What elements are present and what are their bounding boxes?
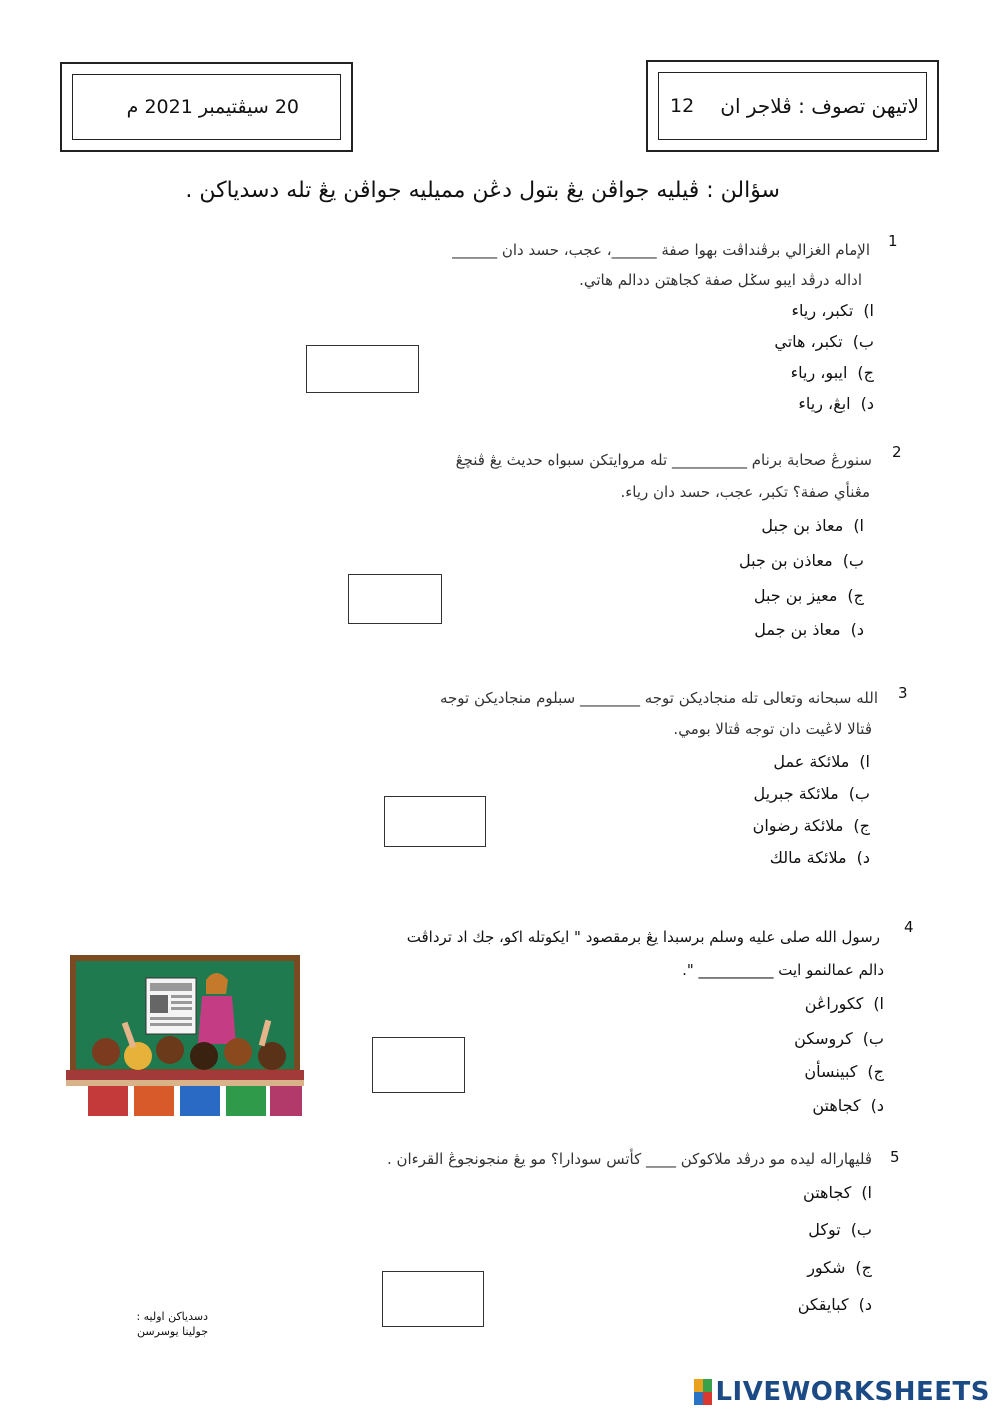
question-line: اداله درڤد ايبو سݢل صفة كجاهتن ددالم هاتي. <box>579 271 862 289</box>
option-b[interactable]: ب)توكل <box>808 1220 872 1239</box>
teacher-body <box>198 996 236 1044</box>
option-d[interactable]: د)ملائكة مالك <box>769 848 870 867</box>
credit-line: دسدياكن اوليه : <box>136 1310 208 1323</box>
question-number: 5 <box>890 1148 900 1166</box>
desk <box>66 1070 304 1080</box>
option-d[interactable]: د)كبايقكن <box>797 1295 872 1314</box>
question-line: سنورڠ صحابة برنام __________ تله مروايتكن سبواه حديث يڠ ڤنچڠ <box>455 451 872 469</box>
date-frame <box>60 62 353 152</box>
name-frame <box>646 60 939 152</box>
question-line: ڤليهاراله ليده مو درڤد ملاكوكن ____ كأتس سودارا؟ مو يڠ منجونجوڠ القرءان . <box>386 1150 872 1168</box>
option-d[interactable]: د)ابڠ، رياء <box>798 394 874 413</box>
option-d[interactable]: د)معاذ بن جمل <box>754 620 864 639</box>
question-number: 3 <box>898 684 908 702</box>
logo-badge-icon <box>694 1379 712 1405</box>
class-number: 12 <box>670 95 695 117</box>
question-line: الله سبحانه وتعالى تله منجاديكن توجه ________ سبلوم منجاديكن توجه <box>439 689 878 707</box>
question-line: دالم عمالنمو ايت __________ ". <box>682 961 884 979</box>
option-a[interactable]: ا)ككوراڠن <box>804 994 884 1013</box>
answer-box[interactable] <box>348 574 442 624</box>
date-text: 20 سيڤتيمبر 2021 م <box>126 96 299 118</box>
option-c[interactable]: ج)شكور <box>807 1258 872 1277</box>
name-label: لاتيهن تصوف : ڤلاجر ان <box>720 94 919 118</box>
option-a[interactable]: ا)تكبر، رياء <box>791 301 874 320</box>
logo-wordmark: LIVEWORKSHEETS <box>715 1377 990 1407</box>
question-line: ڤتالا لاڠيت دان توجه ڤتالا بومي. <box>673 720 872 738</box>
question-line: الإمام الغزالي برڤنداڤت بهوا صفة ______، عجب، حسد دان ______ <box>452 241 870 259</box>
option-c[interactable]: ج)ملائكة رضوان <box>752 816 870 835</box>
answer-box[interactable] <box>306 345 419 393</box>
option-b[interactable]: ب)تكبر، هاتي <box>774 332 874 351</box>
option-b[interactable]: ب)معاذن بن جبل <box>739 551 864 570</box>
question-number: 1 <box>888 232 898 250</box>
question-line: رسول الله صلى عليه وسلم برسبدا يڠ برمقصود " ايكوتله اكو، جك اد ترداڤت <box>406 928 880 946</box>
option-b[interactable]: ب)كروسكن <box>794 1029 884 1048</box>
credit-name: جولينا يوسرسن <box>137 1325 208 1338</box>
answer-box[interactable] <box>382 1271 484 1327</box>
instruction-title: سؤالن : ڤيليه جواڤن يڠ بتول دڠن مميليه جواڤن يڠ تله دسدياكن . <box>185 178 780 203</box>
option-a[interactable]: ا)ملائكة عمل <box>773 752 870 771</box>
answer-box[interactable] <box>384 796 486 847</box>
option-c[interactable]: ج)كبينسأن <box>804 1062 884 1081</box>
credit <box>112 1309 208 1339</box>
question-number: 4 <box>904 918 914 936</box>
option-a[interactable]: ا)كجاهتن <box>803 1183 872 1202</box>
option-c[interactable]: ج)معيز بن جبل <box>753 586 864 605</box>
option-b[interactable]: ب)ملائكة جبريل <box>753 784 870 803</box>
classroom-illustration <box>66 952 304 1120</box>
question-number: 2 <box>892 443 902 461</box>
option-d[interactable]: د)كجاهتن <box>812 1096 884 1115</box>
option-a[interactable]: ا)معاذ بن جبل <box>761 516 864 535</box>
liveworksheets-logo[interactable] <box>694 1378 990 1406</box>
option-c[interactable]: ج)ايبو، رياء <box>790 363 874 382</box>
answer-box[interactable] <box>372 1037 465 1093</box>
question-line: مڠنأي صفة؟ تكبر، عجب، حسد دان رياء. <box>620 483 870 501</box>
